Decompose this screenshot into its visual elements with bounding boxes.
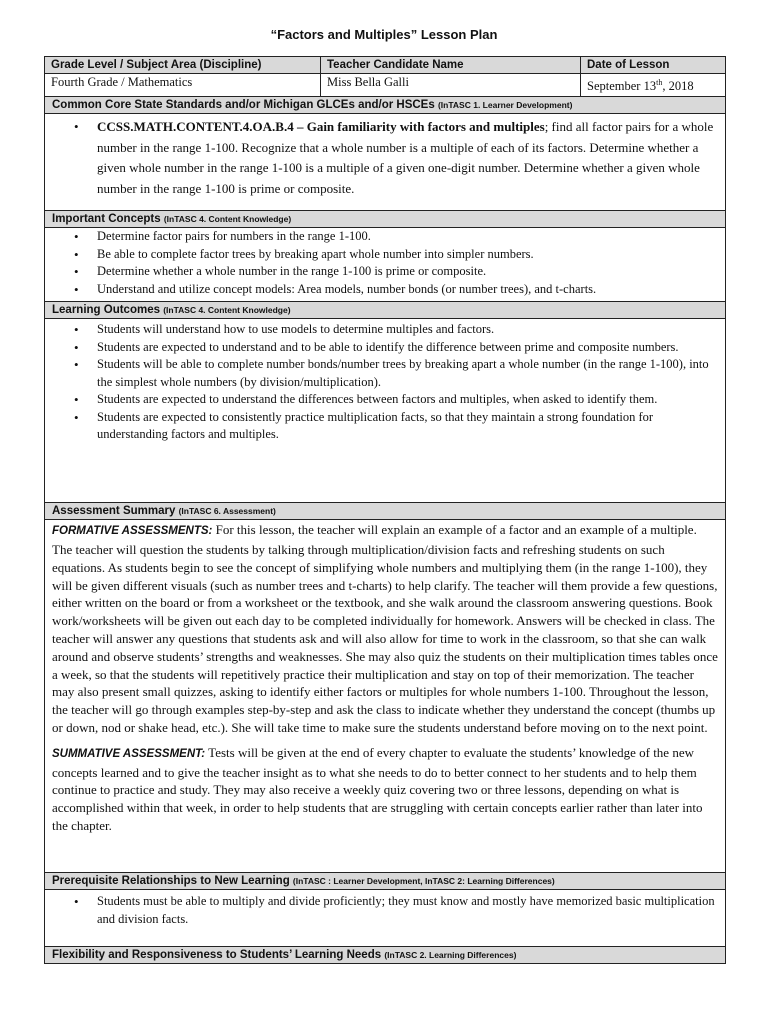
outcomes-content: [45, 319, 725, 503]
lesson-plan-table: [44, 56, 726, 964]
list-item: • Students must be able to multiply and divide proficiently; they must know and mostly have memorized basic multiplication and division facts.: [97, 893, 717, 928]
prereq-content: [45, 890, 725, 947]
grade-level-value: Fourth Grade / Mathematics: [45, 74, 321, 96]
outcomes-header: Learning Outcomes (InTASC 4. Content Knowledge): [45, 302, 725, 319]
list-item: • Understand and utilize concept models: Area models, number bonds (or number trees), and t-charts.: [97, 281, 717, 299]
list-item: • Students are expected to understand and to be able to identify the difference between prime and composite numbers.: [97, 339, 717, 357]
standards-content: [45, 114, 725, 211]
list-item: • Students are expected to consistently practice multiplication facts, so that they maintain a strong foundation for understanding factors and multiples.: [97, 409, 717, 444]
list-item: • Students will be able to complete number bonds/number trees by breaking apart a whole number (in the range 1-100), into the simplest whole numbers (by division/multiplication).: [97, 356, 717, 391]
list-item: • Students will understand how to use models to determine multiples and factors.: [97, 321, 717, 339]
standards-header: Common Core State Standards and/or Michigan GLCEs and/or HSCEs (InTASC 1. Learner Development): [45, 97, 725, 114]
list-item: • Be able to complete factor trees by breaking apart whole number into simpler numbers.: [97, 246, 717, 264]
list-item: • Determine whether a whole number in the range 1-100 is prime or composite.: [97, 263, 717, 281]
flexibility-header: Flexibility and Responsiveness to Students’ Learning Needs (InTASC 2. Learning Differences): [45, 947, 725, 963]
assessment-content: [45, 520, 725, 873]
concepts-header: Important Concepts (InTASC 4. Content Knowledge): [45, 211, 725, 228]
date-header: Date of Lesson: [581, 57, 725, 73]
grade-level-header: Grade Level / Subject Area (Discipline): [45, 57, 321, 73]
standards-item: • CCSS.MATH.CONTENT.4.OA.B.4 – Gain familiarity with factors and multiples; find all factor pairs for a whole number in the range 1-100. Recognize that a whole number is a multiple of each of its factors. Determine whether a given whole number in the range 1-100 is a multiple of a given one-digit number. Determine whether a given whole number in the range 1-100 is prime or composite.: [97, 117, 717, 199]
list-item: • Students are expected to understand the differences between factors and multiples, when asked to identify them.: [97, 391, 717, 409]
assessment-header: Assessment Summary (InTASC 6. Assessment): [45, 503, 725, 520]
document-title: “Factors and Multiples” Lesson Plan: [270, 27, 498, 42]
summative-assessment: SUMMATIVE ASSESSMENT: Tests will be given at the end of every chapter to evaluate the students’ knowledge of the new concepts learned and to give the teacher insight as to what she needs to do to better connect to her students and to help them continue to practice and study. They may also receive a weekly quiz covering two or three lessons, depending on what is accomplished within that week, in order to help students that are struggling with certain concepts earlier rather than later into the chapter.: [52, 744, 703, 833]
list-item: • Determine factor pairs for numbers in the range 1-100.: [97, 228, 717, 246]
date-value: September 13th, 2018: [587, 78, 694, 94]
teacher-name-value: Miss Bella Galli: [321, 74, 581, 96]
concepts-content: [45, 228, 725, 302]
formative-assessment: FORMATIVE ASSESSMENTS: For this lesson, the teacher will explain an example of a factor and an example of a multiple. The teacher will question the students by talking through multiplication/division facts and refreshing students on such equations. As students begin to see the concept of simplifying whole numbers and multiplying them (in the range 1-100), they will be given different visuals (such as number trees and t-charts) to help clarify. The teacher will them provide a few questions, either written on the board or from a worksheet or the textbook, and she walk around the classroom answering questions. Book work/worksheets will be given out each day to be completed individually for homework. Answers will be checked in class. The teacher will answer any questions that students ask and will also allow for time to work in the classroom, so that she can walk around and observe students’ strengths and weaknesses. She may also quiz the students on their multiplication times tables once a week, so that the students will repetitively practice their multiplication and stay on top of their memorization. The teacher may also present small quizzes, asking to identify either factors or multiples for whole numbers 1-100. Throughout the lesson, the teacher will go through examples step-by-step and ask the class to indicate whether they understand the concept (thumbs up or down, nod or shake head, etc.). She will take time to make sure the students understand before moving on to the next point.: [52, 522, 718, 735]
info-value-row: [45, 74, 725, 97]
prereq-header: Prerequisite Relationships to New Learning (InTASC : Learner Development, InTASC 2: Learning Differences): [45, 873, 725, 890]
teacher-name-header: Teacher Candidate Name: [321, 57, 581, 73]
info-header-row: [45, 57, 725, 74]
